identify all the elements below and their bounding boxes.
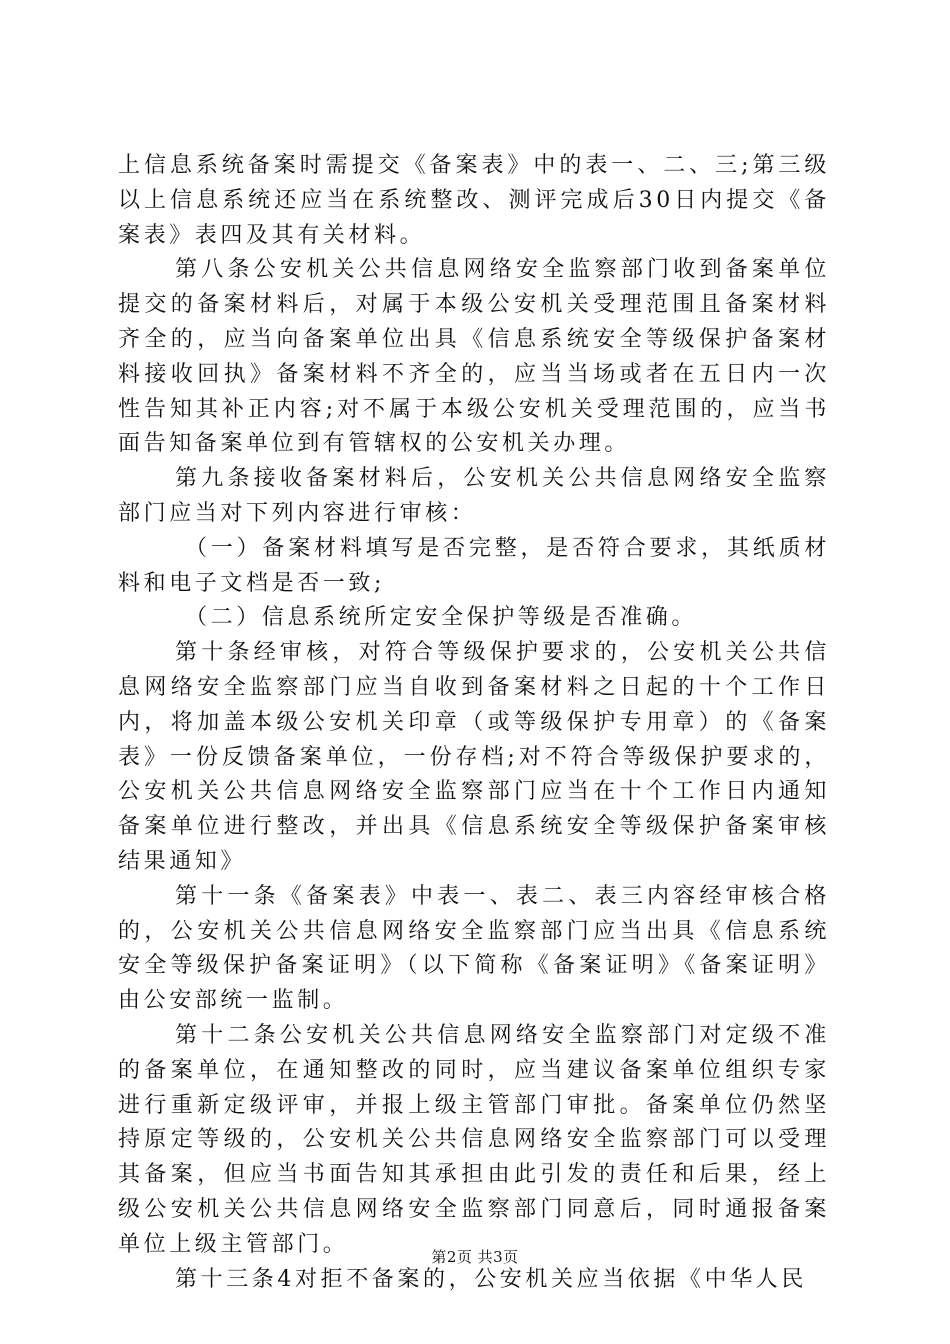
- document-body: [118, 149, 830, 1297]
- paragraph-item-1: （一）备案材料填写是否完整，是否符合要求，其纸质材料和电子文档是否一致;: [118, 535, 830, 596]
- paragraph-article-12: 第十二条公安机关公共信息网络安全监察部门对定级不准的备案单位，在通知整改的同时，应当建议备案单位组织专家进行重新定级评审，并报上级主管部门审批。备案单位仍然坚持原定等级的，公安机关公共信息网络安全监察部门可以受理其备案，但应当书面告知其承担由此引发的责任和后果，经上级公安机关公共信息网络安全监察部门同意后，同时通报备案单位上级主管部门。: [118, 1022, 830, 1257]
- paragraph-article-13: 第十三条4对拒不备案的，公安机关应当依据《中华人民: [175, 1266, 807, 1292]
- page-number-footer: 第2页 共3页: [431, 1248, 519, 1266]
- paragraph-continuation: 上信息系统备案时需提交《备案表》中的表一、二、三;第三级以上信息系统还应当在系统整改、测评完成后30日内提交《备案表》表四及其有关材料。: [118, 153, 830, 248]
- paragraph-article-8: 第八条公安机关公共信息网络安全监察部门收到备案单位提交的备案材料后，对属于本级公安机关受理范围且备案材料齐全的，应当向备案单位出具《信息系统安全等级保护备案材料接收回执》备案材料不齐全的，应当当场或者在五日内一次性告知其补正内容;对不属于本级公安机关受理范围的，应当书面告知备案单位到有管辖权的公安机关办理。: [118, 257, 830, 457]
- paragraph-article-10: 第十条经审核，对符合等级保护要求的，公安机关公共信息网络安全监察部门应当自收到备案材料之日起的十个工作日内，将加盖本级公安机关印章（或等级保护专用章）的《备案表》一份反馈备案单位，一份存档;对不符合等级保护要求的，公安机关公共信息网络安全监察部门应当在十个工作日内通知备案单位进行整改，并出具《信息系统安全等级保护备案审核结果通知》: [118, 640, 830, 874]
- paragraph-article-9: 第九条接收备案材料后，公安机关公共信息网络安全监察部门应当对下列内容进行审核：: [118, 466, 830, 526]
- paragraph-item-2: （二）信息系统所定安全保护等级是否准确。: [185, 605, 698, 631]
- paragraph-article-11: 第十一条《备案表》中表一、表二、表三内容经审核合格的，公安机关公共信息网络安全监察部门应当出具《信息系统安全等级保护备案证明》（以下简称《备案证明》《备案证明》由公安部统一监制。: [118, 883, 830, 1014]
